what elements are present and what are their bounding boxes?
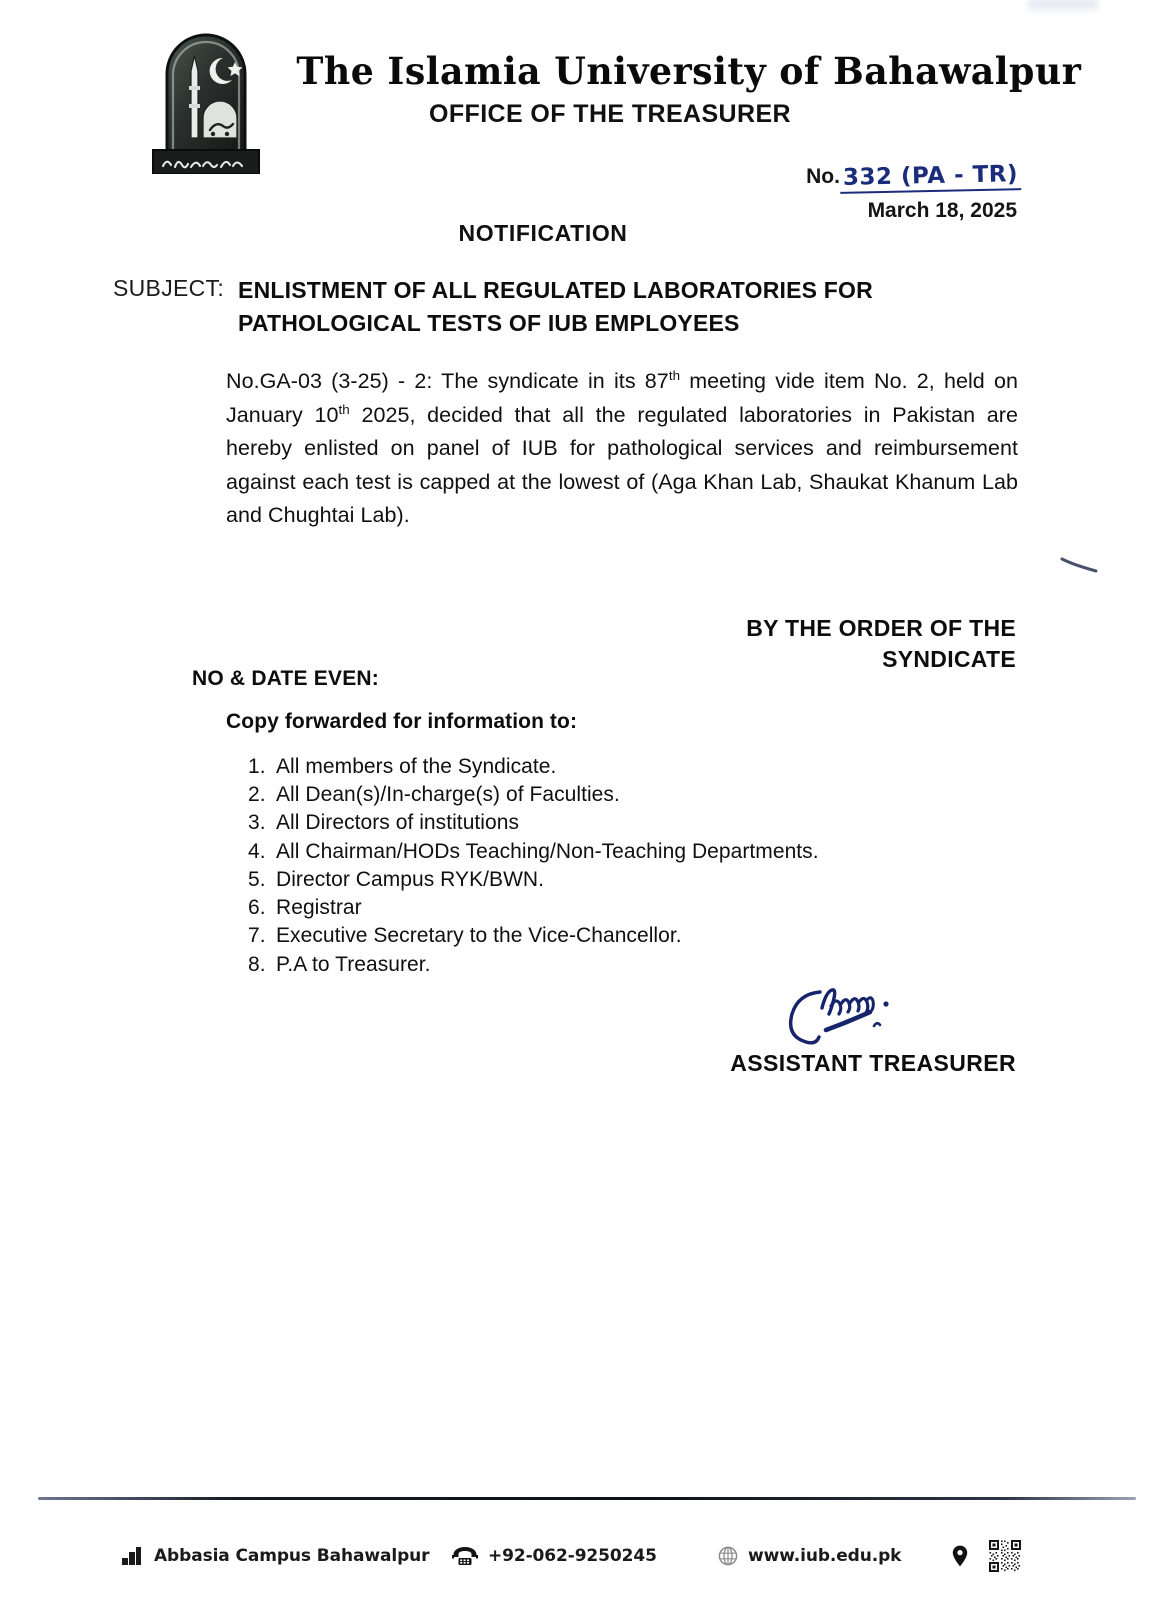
reference-number-line [806, 163, 1021, 192]
office-name: OFFICE OF THE TREASURER [429, 99, 791, 128]
list-item-text: All members of the Syndicate. [276, 755, 557, 778]
no-and-date-even-label: NO & DATE EVEN: [192, 667, 379, 690]
footer-campus [122, 1546, 429, 1566]
reference-block [0, 163, 1176, 223]
copy-forwarded-label: Copy forwarded for information to: [226, 710, 578, 733]
body-reference-prefix: No.GA-03 (3-25) - 2: [226, 369, 433, 393]
footer-phone-text: +92-062-9250245 [488, 1546, 657, 1566]
list-item-text: All Directors of institutions [276, 811, 520, 835]
signatory-title: ASSISTANT TREASURER [730, 1050, 1016, 1076]
order-of-syndicate [0, 613, 1176, 675]
telephone-icon [452, 1546, 478, 1566]
list-item-number: 7. [248, 924, 266, 948]
list-item [248, 809, 1008, 837]
subject-label: SUBJECT: [113, 275, 225, 301]
distribution-list [248, 753, 1008, 979]
list-item [248, 922, 1008, 950]
university-crest-logo [131, 26, 281, 174]
list-item-text: Registrar [276, 896, 362, 920]
list-item [248, 866, 1008, 894]
list-item [248, 951, 1008, 979]
list-item [248, 838, 1008, 866]
notification-heading: NOTIFICATION [458, 220, 628, 246]
reference-no-value: 332 (PA - TR) [840, 161, 1022, 194]
map-pin-icon [952, 1545, 968, 1567]
footer-divider [38, 1497, 1136, 1500]
buildings-icon [122, 1547, 144, 1565]
order-line-2: SYNDICATE [882, 646, 1016, 673]
list-item [248, 894, 1008, 922]
list-item-number: 8. [248, 952, 266, 976]
body-part-1: The syndicate in its 87 [432, 369, 669, 393]
list-item-text: P.A to Treasurer. [276, 952, 431, 976]
list-item [248, 753, 1008, 781]
document-footer [0, 1532, 1176, 1580]
list-item-text: All Dean(s)/In-charge(s) of Faculties. [276, 783, 620, 807]
footer-campus-text: Abbasia Campus Bahawalpur [154, 1546, 430, 1566]
qr-code-icon [988, 1539, 1022, 1573]
list-item [248, 781, 1008, 809]
list-item-number: 5. [248, 867, 266, 891]
list-item-number: 2. [248, 783, 266, 807]
header-title-block [290, 49, 1082, 129]
body-part-3: 2025, decided that all the regulated laboratories in Pakistan are hereby enlisted on panel of IUB for pathological services and reimbursement against each test is capped at the lowest of (Aga Khan Lab, Shaukat Khanum Lab and Chughtai Lab). [226, 402, 1018, 528]
reference-no-label: No. [806, 165, 840, 188]
body-paragraph [226, 365, 1018, 533]
subject-text: ENLISTMENT OF ALL REGULATED LABORATORIES FOR PATHOLOGICAL TESTS OF IUB EMPLOYEES [238, 277, 873, 336]
margin-ink-mark [1060, 556, 1100, 574]
list-item-number: 1. [248, 755, 266, 778]
list-item-text: Executive Secretary to the Vice-Chancellor. [276, 924, 682, 948]
subject-block [113, 274, 1053, 339]
list-item-number: 3. [248, 811, 266, 835]
list-item-number: 4. [248, 839, 266, 863]
body-part-2: meeting vide item No. 2, held on January 10 [226, 369, 1018, 427]
order-line-1: BY THE ORDER OF THE [746, 615, 1016, 641]
handwritten-signature [786, 982, 916, 1052]
footer-website [718, 1546, 901, 1566]
globe-icon [718, 1546, 738, 1566]
list-item-text: Director Campus RYK/BWN. [276, 867, 545, 891]
list-item-text: All Chairman/HODs Teaching/Non-Teaching Departments. [276, 839, 819, 863]
footer-phone [452, 1546, 657, 1566]
body-ordinal-1: th [668, 367, 681, 383]
list-item-number: 6. [248, 896, 266, 920]
university-name: The Islamia University of Bahawalpur [296, 49, 1082, 93]
footer-website-text: www.iub.edu.pk [748, 1546, 902, 1566]
document-date: March 18, 2025 [867, 199, 1017, 222]
body-ordinal-2: th [338, 401, 350, 417]
scan-artifact-smudge [1028, 0, 1098, 14]
document-header [0, 22, 1176, 172]
